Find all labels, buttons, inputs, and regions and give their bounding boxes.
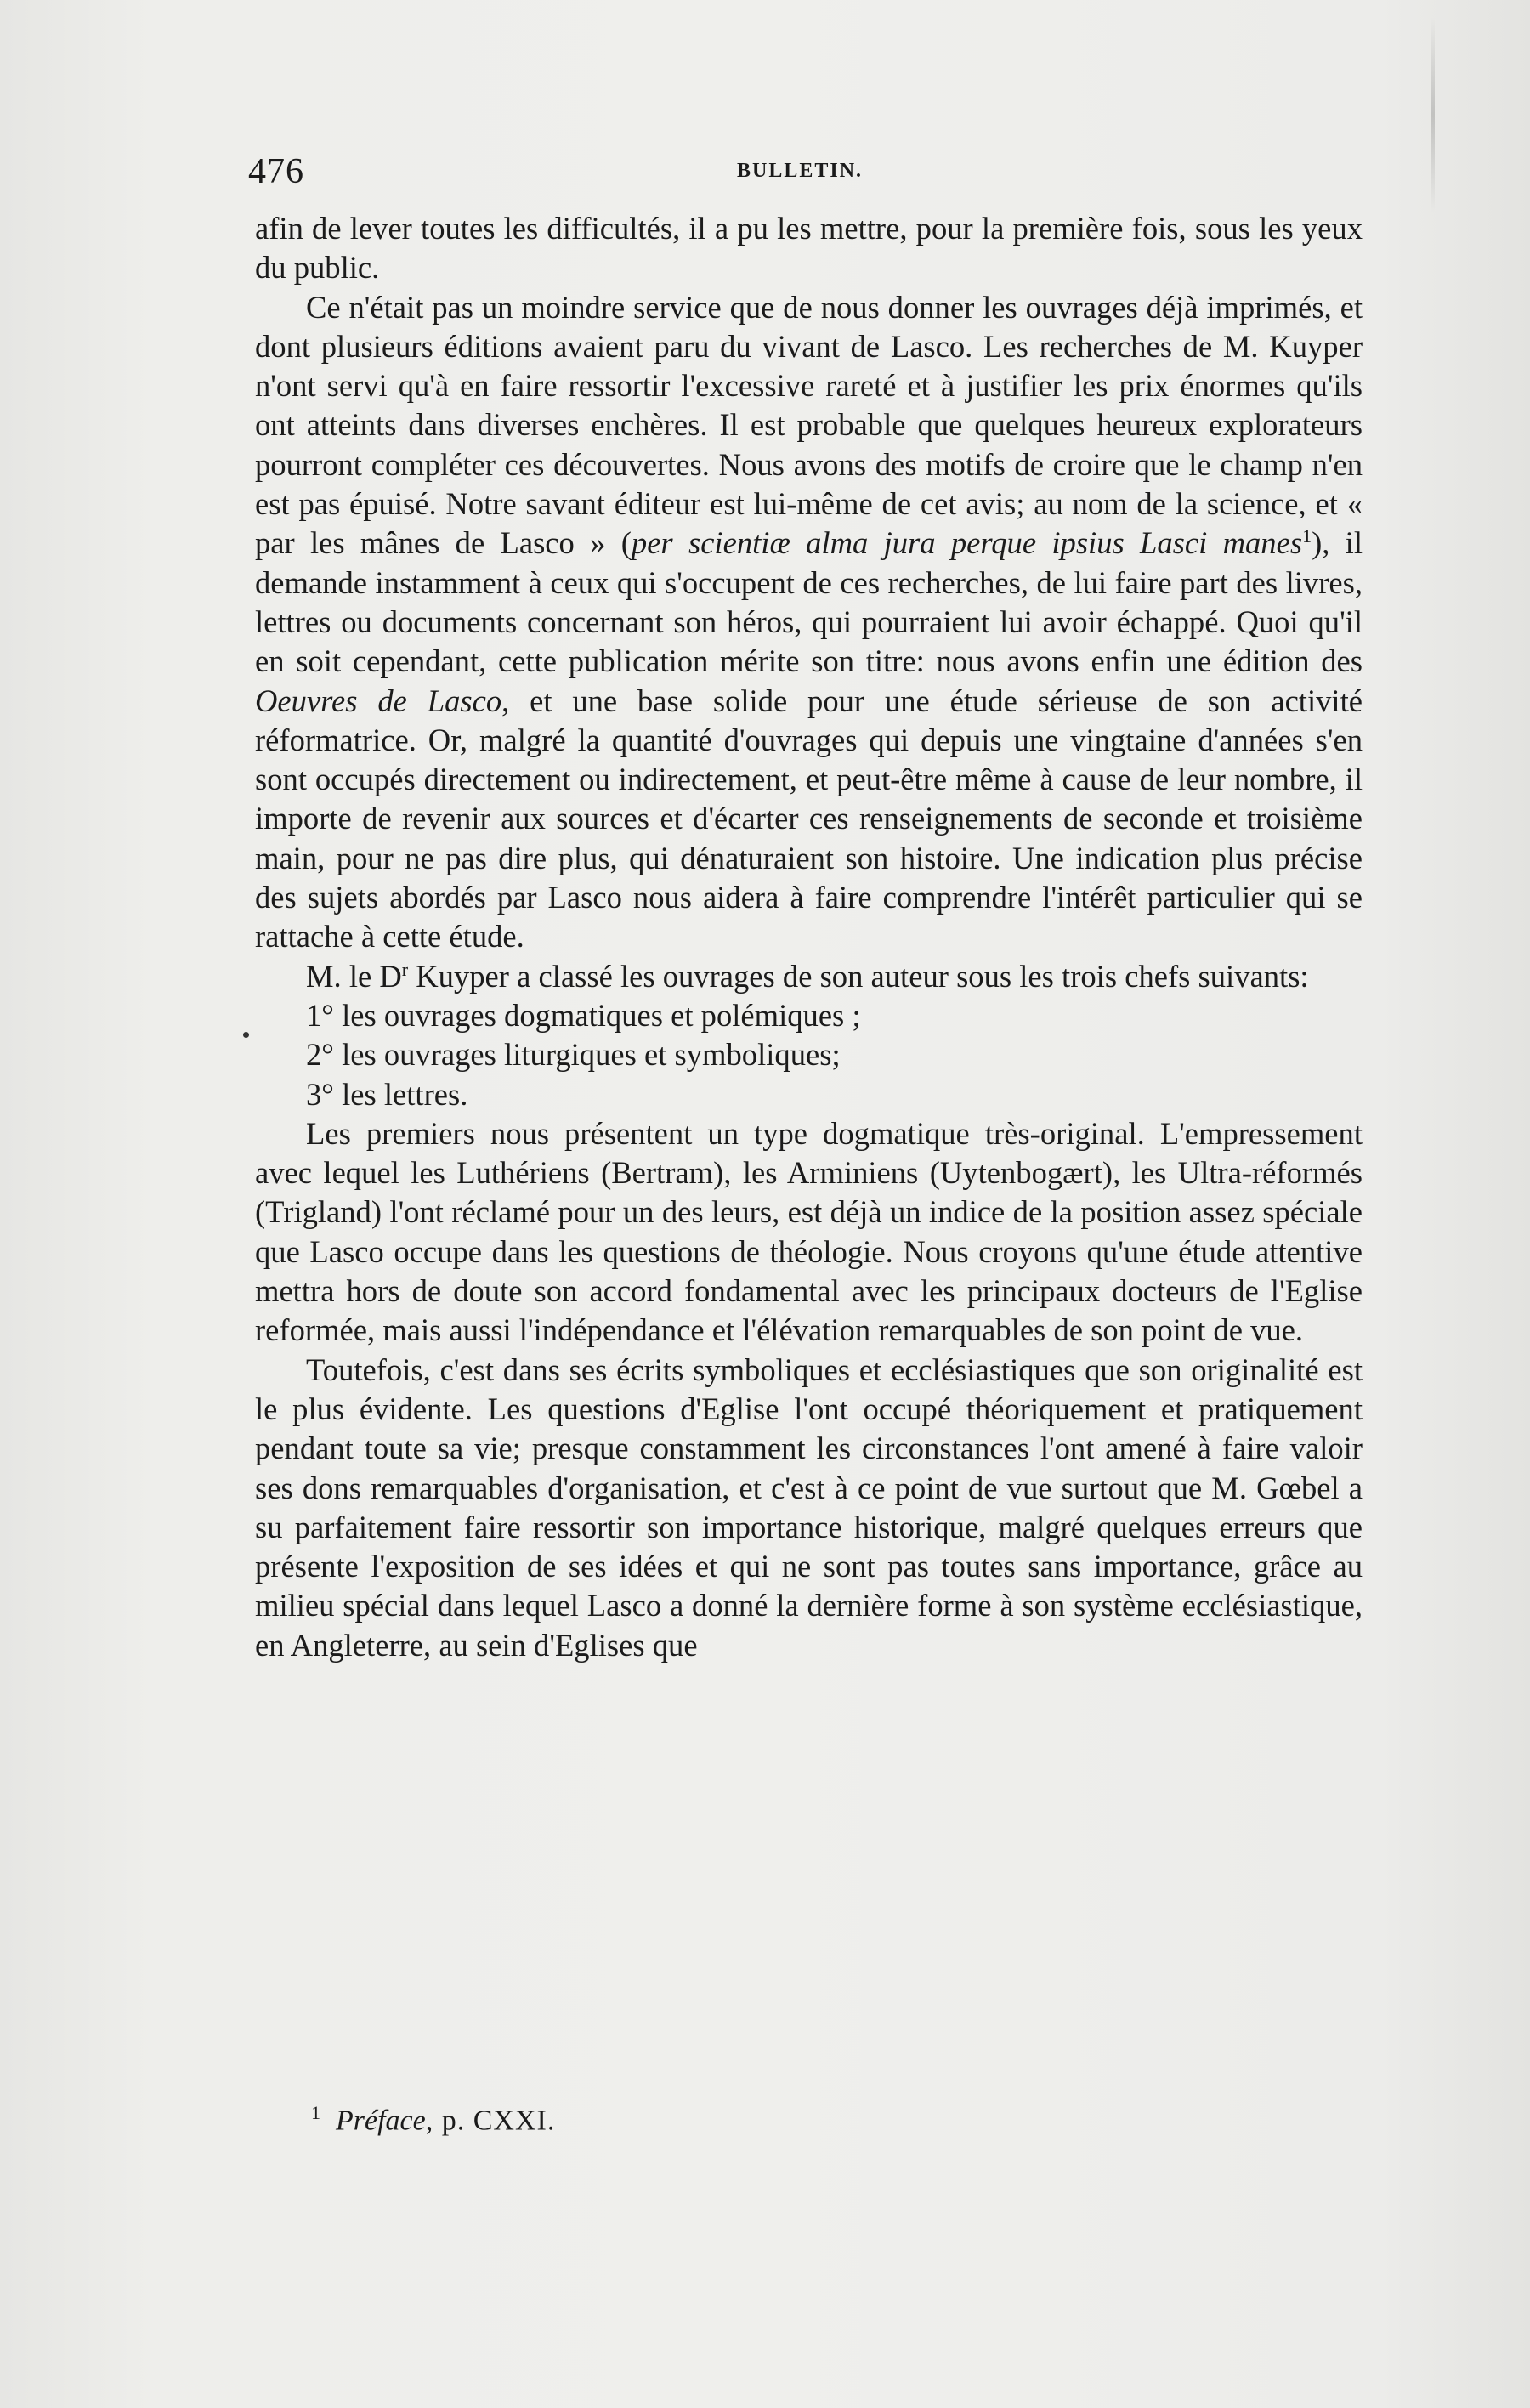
list-number: 1°	[306, 997, 334, 1033]
list-item	[255, 1035, 1363, 1074]
footnote-reference: , p. CXXI.	[425, 2105, 556, 2137]
page-number: 476	[248, 152, 304, 191]
list-item	[255, 996, 1363, 1035]
list-item	[255, 1075, 1363, 1114]
paragraph-5: Toutefois, c'est dans ses écrits symboliques et ecclésiastiques que son originalité est le plus évidente. Les questions d'Eglise l'ont occupé théoriquement et pratiquement pendant toute sa vie; presque constamment les circonstances l'ont amené à faire valoir ses dons remarquables d'organisation, et c'est à ce point de vue surtout que M. Gœbel a su parfaitement faire ressortir son importance historique, malgré quelques erreurs que présente l'exposition de ses idées et qui ne sont pas toutes sans importance, grâce au milieu spécial dans lequel Lasco a donné la dernière forme à son système ecclésiastique, en Angleterre, au sein d'Eglises que	[255, 1351, 1363, 1663]
list-number: 3°	[306, 1076, 334, 1112]
list-text: les ouvrages dogmatiques et polémiques ;	[342, 997, 861, 1033]
paragraph-2	[255, 288, 1363, 957]
list-text: les ouvrages liturgiques et symboliques;	[342, 1037, 841, 1073]
margin-mark	[243, 1032, 249, 1038]
paragraph-3-part-a: M. le D	[306, 958, 402, 994]
footnote-marker: 1	[311, 2102, 320, 2123]
list-number: 2°	[306, 1037, 334, 1073]
paragraph-2-part-c: , et une base solide pour une étude sérieuse de son activité réformatrice. Or, malgré la quantité d'ouvrages qui depuis une vingtaine d'années s'en sont occupés directement ou indirectement, et peut-être même à cause de leur nombre, il importe de revenir aux sources et d'écarter ces renseignements de seconde et troisième main, pour ne pas dire plus, qui dénaturaient son histoire. Une indication plus précise des sujets abordés par Lasco nous aidera à faire comprendre l'intérêt particulier qui se rattache à cette étude.	[255, 683, 1363, 955]
page-header	[248, 151, 1368, 202]
paragraph-3	[255, 957, 1363, 996]
footnote-ref: 1	[1302, 525, 1312, 547]
doctor-abbrev-sup: r	[401, 958, 409, 980]
paragraph-1: afin de lever toutes les difficultés, il a pu les mettre, pour la première fois, sous les yeux du public.	[255, 211, 1363, 286]
scan-gutter-shadow	[1431, 17, 1435, 212]
list-text: les lettres.	[342, 1076, 468, 1112]
work-title: Oeuvres de Lasco	[255, 683, 502, 718]
paragraph-2-part-b: ), il demande instamment à ceux qui s'occupent de ces recherches, de lui faire part des livres, lettres ou documents concernant son héros, qui pourraient lui avoir échappé. Quoi qu'il en soit cependant, cette publication mérite son titre: nous avons enfin une édition des	[255, 525, 1363, 679]
paragraph-2-part-a: Ce n'était pas un moindre service que de nous donner les ouvrages déjà imprimés, et dont plusieurs éditions avaient paru du vivant de Lasco. Les recherches de M. Kuyper n'ont servi qu'à en faire ressortir l'excessive rareté et à justifier les prix énormes qu'ils ont atteints dans diverses enchères. Il est probable que quelques heureux explorateurs pourront compléter ces découvertes. Nous avons des motifs de croire que le champ n'en est pas épuisé. Notre savant éditeur est lui-même de cet avis; au nom de la science, et « par les mânes de Lasco » (	[255, 289, 1363, 561]
footnote-title: Préface	[336, 2105, 426, 2137]
paragraph-3-part-b: Kuyper a classé les ouvrages de son auteur sous les trois chefs suivants:	[408, 958, 1309, 994]
paragraph-4: Les premiers nous présentent un type dogmatique très-original. L'empressement avec lequel les Luthériens (Bertram), les Arminiens (Uytenbogært), les Ultra-réformés (Trigland) l'ont réclamé pour un des leurs, est déjà un indice de la position assez spéciale que Lasco occupe dans les questions de théologie. Nous croyons qu'une étude attentive mettra hors de doute son accord fondamental avec les principaux docteurs de l'Eglise reformée, mais aussi l'indépendance et l'élévation remarquables de son point de vue.	[255, 1115, 1363, 1348]
body-text	[255, 209, 1363, 1665]
footnote	[311, 2094, 555, 2139]
latin-quote: per scientiæ alma jura perque ipsius Lasci manes	[631, 525, 1303, 561]
running-head: BULLETIN.	[737, 160, 864, 182]
